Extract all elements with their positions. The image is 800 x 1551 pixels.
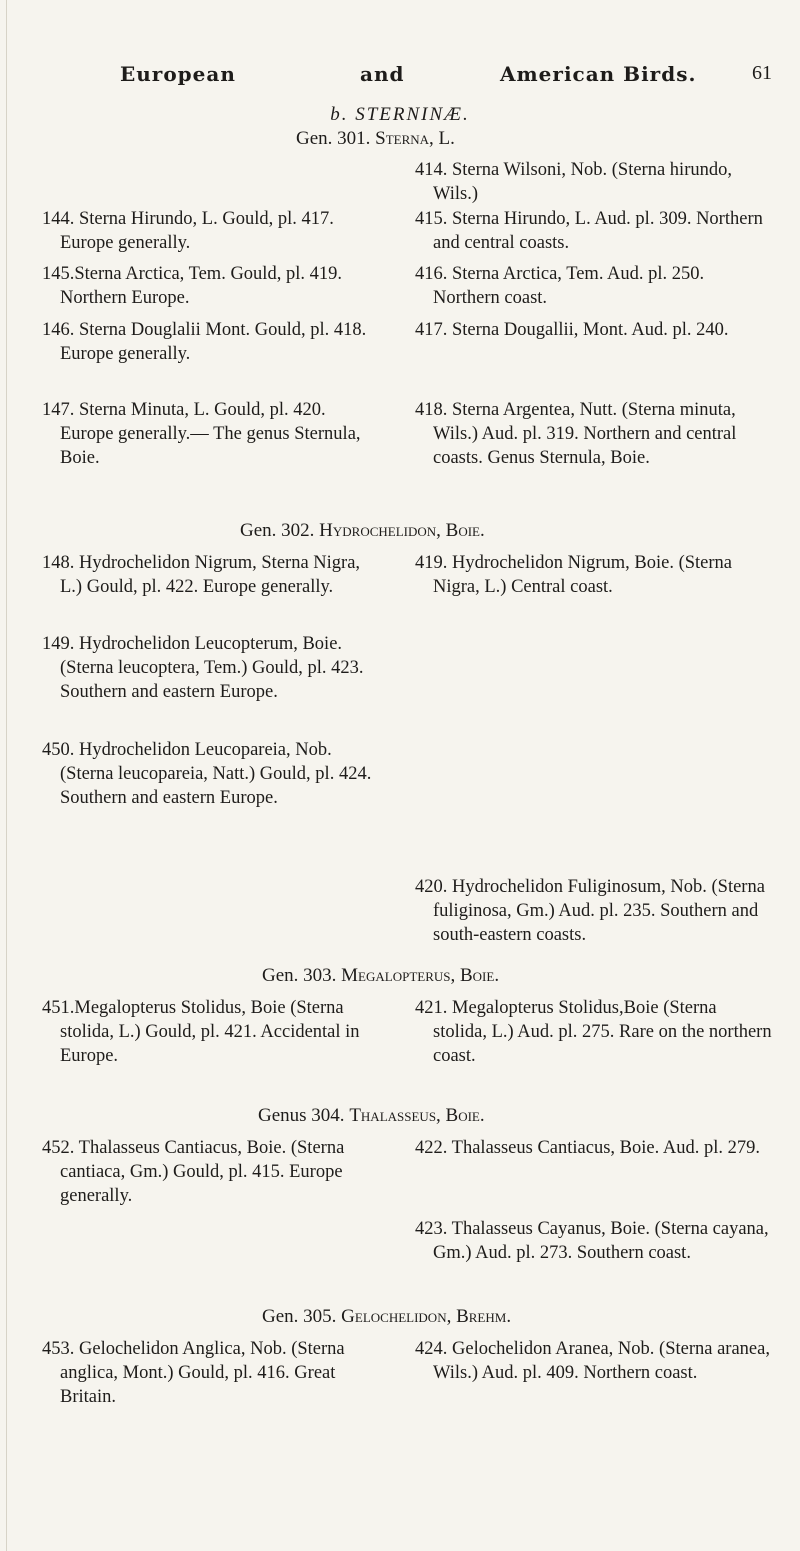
genus-label: Gen. 303.: [262, 965, 337, 986]
entry-right: [415, 1136, 775, 1160]
entry-right: [415, 207, 775, 255]
header-left: European: [120, 62, 236, 86]
entry-text: 453. Gelochelidon Anglica, Nob. (Sterna anglica, Mont.) Gould, pl. 416. Great Britain.: [42, 1339, 345, 1407]
entry-text: 452. Thalasseus Cantiacus, Boie. (Sterna cantiaca, Gm.) Gould, pl. 415. Europe generally.: [42, 1138, 345, 1206]
entry-right: [415, 1217, 775, 1265]
entry-right: [415, 318, 775, 342]
section-title: b. STERNINÆ.: [330, 104, 470, 125]
entry-text: 147. Sterna Minuta, L. Gould, pl. 420. Europe generally.— The genus Sternula, Boie.: [42, 400, 361, 468]
entry-right: [415, 158, 775, 206]
entry-text: 146. Sterna Douglalii Mont. Gould, pl. 418. Europe generally.: [42, 320, 367, 364]
entry-left: [42, 551, 382, 599]
genus-label: Gen. 302.: [240, 520, 315, 541]
entry-text: 145.Sterna Arctica, Tem. Gould, pl. 419. Northern Europe.: [42, 264, 342, 308]
entry-text: 451.Megalopterus Stolidus, Boie (Sterna stolida, L.) Gould, pl. 421. Accidental in Europe.: [42, 998, 360, 1066]
entry-text: 450. Hydrochelidon Leucopareia, Nob. (Sterna leucopareia, Natt.) Gould, pl. 424. Southern and eastern Europe.: [42, 740, 372, 808]
entry-left: [42, 318, 382, 366]
genus-heading: [296, 128, 455, 150]
genus-heading: [258, 1105, 485, 1127]
genus-heading: [262, 965, 499, 987]
entry-text: 424. Gelochelidon Aranea, Nob. (Sterna aranea, Wils.) Aud. pl. 409. Northern coast.: [415, 1339, 770, 1383]
genus-label: Gen. 305.: [262, 1306, 337, 1327]
entry-text: 415. Sterna Hirundo, L. Aud. pl. 309. Northern and central coasts.: [415, 209, 763, 253]
entry-right: [415, 551, 775, 599]
entry-text: 414. Sterna Wilsoni, Nob. (Sterna hirundo, Wils.): [415, 160, 732, 204]
entry-right: [415, 1337, 775, 1385]
page-margin-line: [6, 0, 7, 1551]
entry-text: 423. Thalasseus Cayanus, Boie. (Sterna cayana, Gm.) Aud. pl. 273. Southern coast.: [415, 1219, 769, 1263]
entry-text: 149. Hydrochelidon Leucopterum, Boie. (Sterna leucoptera, Tem.) Gould, pl. 423. Southern and eastern Europe.: [42, 634, 364, 702]
entry-text: 144. Sterna Hirundo, L. Gould, pl. 417. Europe generally.: [42, 209, 334, 253]
entry-left: [42, 738, 382, 810]
entry-left: [42, 632, 382, 704]
entry-right: [415, 398, 775, 470]
entry-right: [415, 996, 775, 1068]
entry-left: [42, 1337, 382, 1409]
entry-text: 417. Sterna Dougallii, Mont. Aud. pl. 240.: [415, 320, 729, 340]
entry-text: 148. Hydrochelidon Nigrum, Sterna Nigra, L.) Gould, pl. 422. Europe generally.: [42, 553, 361, 597]
entry-left: [42, 1136, 382, 1208]
genus-name: Megalopterus, Boie.: [341, 965, 500, 986]
entry-text: 421. Megalopterus Stolidus,Boie (Sterna stolida, L.) Aud. pl. 275. Rare on the northern coast.: [415, 998, 772, 1066]
genus-name: Hydrochelidon, Boie.: [319, 520, 485, 541]
entry-text: 419. Hydrochelidon Nigrum, Boie. (Sterna Nigra, L.) Central coast.: [415, 553, 733, 597]
entry-left: [42, 207, 382, 255]
entry-text: 416. Sterna Arctica, Tem. Aud. pl. 250. Northern coast.: [415, 264, 705, 308]
entry-text: 418. Sterna Argentea, Nutt. (Sterna minuta, Wils.) Aud. pl. 319. Northern and central coasts. Genus Sternula, Boie.: [415, 400, 737, 468]
header-middle: and: [360, 62, 405, 86]
genus-heading: [240, 520, 485, 542]
genus-heading: [262, 1306, 511, 1328]
entry-left: [42, 262, 382, 310]
entry-right: [415, 875, 775, 947]
genus-name: Sterna, L.: [375, 128, 455, 149]
running-header: [60, 62, 772, 100]
genus-label: Genus 304.: [258, 1105, 345, 1126]
entry-text: 422. Thalasseus Cantiacus, Boie. Aud. pl. 279.: [415, 1138, 760, 1158]
genus-name: Gelochelidon, Brehm.: [341, 1306, 512, 1327]
entry-left: [42, 398, 382, 470]
genus-label: Gen. 301.: [296, 128, 371, 149]
entry-left: [42, 996, 382, 1068]
header-right: American Birds.: [500, 62, 697, 86]
entry-text: 420. Hydrochelidon Fuliginosum, Nob. (Sterna fuliginosa, Gm.) Aud. pl. 235. Southern and south-eastern coasts.: [415, 877, 765, 945]
entry-right: [415, 262, 775, 310]
genus-name: Thalasseus, Boie.: [349, 1105, 485, 1126]
page-number: 61: [752, 62, 772, 84]
